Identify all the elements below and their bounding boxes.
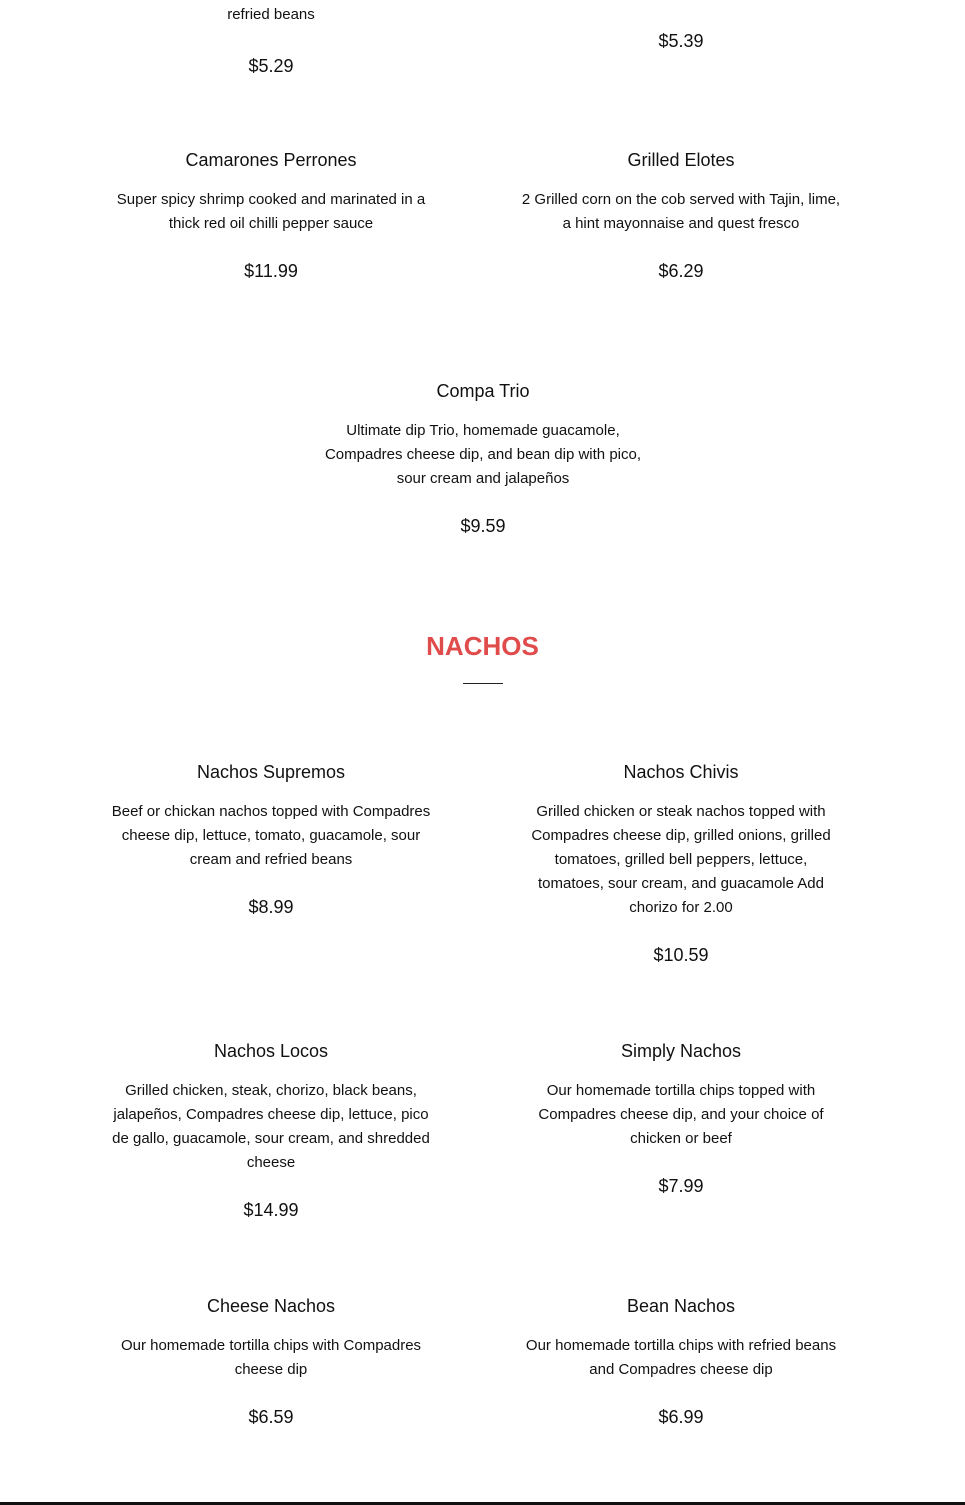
- menu-item-desc: Our homemade tortilla chips with Compadres cheese dip: [120, 1337, 422, 1378]
- menu-item-name: Simply Nachos: [620, 1041, 742, 1061]
- menu-item-desc: Ultimate dip Trio, homemade guacamole, Compadres cheese dip, and bean dip with pico, sour cream and jalapeños: [324, 422, 642, 487]
- menu-item: [521, 1040, 841, 1198]
- menu-item-price: $5.29: [248, 56, 294, 76]
- menu-item: [111, 1040, 431, 1222]
- menu-item-partial-right: [521, 29, 841, 53]
- menu-item: [111, 149, 431, 283]
- menu-item-price: $11.99: [244, 261, 298, 281]
- menu-item-desc: Grilled chicken or steak nachos topped with Compadres cheese dip, grilled onions, grilled tomatoes, grilled bell peppers, lettuce, tomatoes, sour cream, and guacamole Add chorizo for 2.00: [531, 803, 831, 916]
- menu-item-name: Grilled Elotes: [627, 150, 735, 170]
- menu-item: [521, 149, 841, 283]
- menu-item-name: Nachos Supremos: [196, 762, 346, 782]
- menu-item-partial-left: [111, 3, 431, 78]
- menu-item-name: Nachos Locos: [213, 1041, 329, 1061]
- menu-item-name: Cheese Nachos: [206, 1296, 336, 1316]
- menu-item-price: $10.59: [653, 945, 709, 965]
- menu-item: [111, 1295, 431, 1429]
- menu-item-price: $14.99: [243, 1200, 299, 1220]
- menu-item-name: Compa Trio: [436, 381, 530, 401]
- menu-item: [521, 761, 841, 967]
- menu-item-price: $5.39: [658, 31, 704, 51]
- menu-item-price: $8.99: [248, 897, 294, 917]
- menu-item-desc: Super spicy shrimp cooked and marinated in a thick red oil chilli pepper sauce: [116, 191, 426, 232]
- menu-item-price: $7.99: [658, 1176, 704, 1196]
- menu-item: [322, 380, 644, 538]
- menu-item-price: $9.59: [460, 516, 506, 536]
- menu-item-desc: Grilled chicken, steak, chorizo, black beans, jalapeños, Compadres cheese dip, lettuce, pico de gallo, guacamole, sour cream, and shredded cheese: [112, 1082, 430, 1171]
- menu-item-desc: Our homemade tortilla chips topped with Compadres cheese dip, and your choice of chicken or beef: [538, 1082, 824, 1147]
- menu-item: [111, 761, 431, 919]
- section-divider: [463, 683, 503, 684]
- menu-item-name: Camarones Perrones: [185, 150, 357, 170]
- menu-item-name: Bean Nachos: [626, 1296, 736, 1316]
- menu-item-desc: refried beans: [227, 6, 315, 23]
- menu-item: [521, 1295, 841, 1429]
- menu-item-name: Nachos Chivis: [623, 762, 739, 782]
- section-title-nachos: NACHOS: [426, 631, 539, 661]
- menu-item-desc: Beef or chickan nachos topped with Compadres cheese dip, lettuce, tomato, guacamole, sour cream and refried beans: [111, 803, 431, 868]
- menu-item-price: $6.59: [248, 1407, 294, 1427]
- menu-item-price: $6.29: [658, 261, 704, 281]
- menu-item-price: $6.99: [658, 1407, 704, 1427]
- menu-item-desc: 2 Grilled corn on the cob served with Tajin, lime, a hint mayonnaise and quest fresco: [521, 191, 841, 232]
- menu-item-desc: Our homemade tortilla chips with refried beans and Compadres cheese dip: [525, 1337, 837, 1378]
